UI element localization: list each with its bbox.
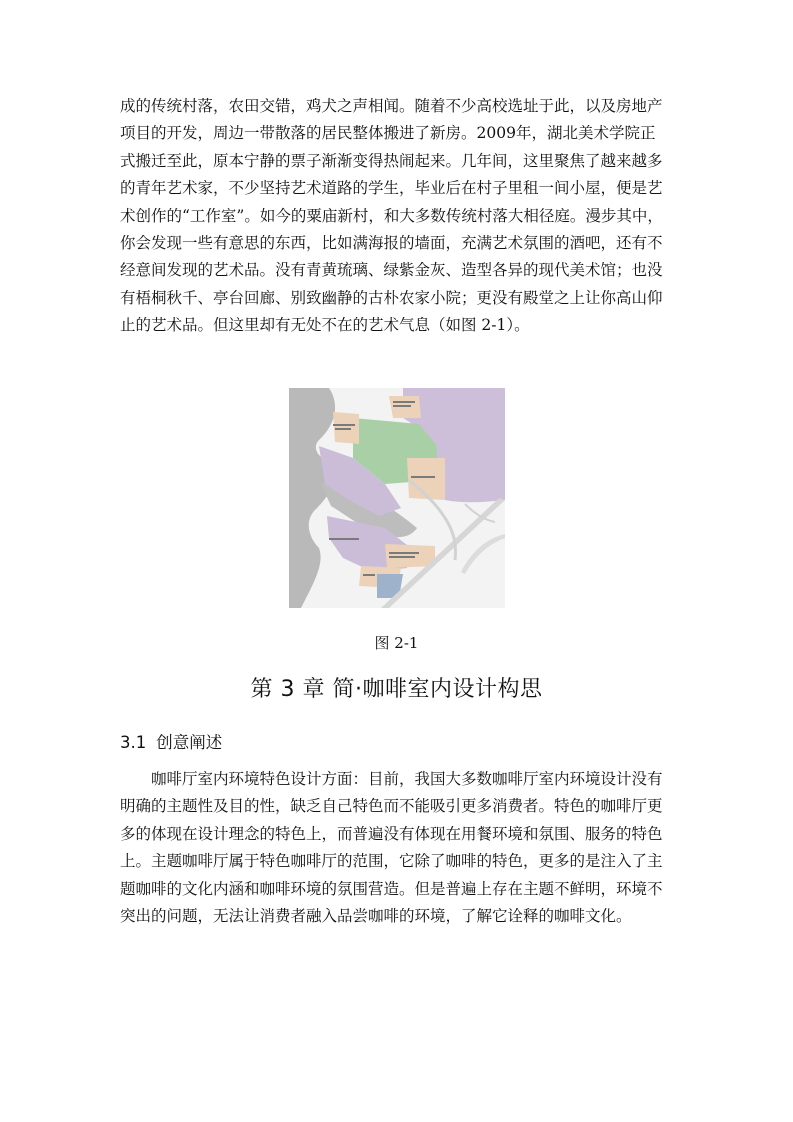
label-mark — [393, 405, 411, 407]
text-line: 项目的开发，周边一带散落的居民整体搬进了新房。2009年，湖北美术学院正 — [120, 124, 656, 143]
text-line: 突出的问题，无法让消费者融入品尝咖啡的环境，了解它诠释的咖啡文化。 — [120, 907, 632, 926]
text-line: 上。主题咖啡厅属于特色咖啡厅的范围，它除了咖啡的特色，更多的是注入了主 — [120, 852, 663, 871]
body-paragraph-2 — [120, 766, 682, 930]
text-line: 多的体现在设计理念的特色上，而普遍没有体现在用餐环境和氛围、服务的特色 — [120, 824, 663, 843]
label-mark — [389, 556, 415, 558]
text-line: 你会发现一些有意思的东西，比如满海报的墙面，充满艺术氛围的酒吧，还有不 — [120, 234, 663, 253]
text-line: 经意间发现的艺术品。没有青黄琉璃、绿紫金灰、造型各异的现代美术馆；也没 — [120, 261, 663, 280]
text-line: 的青年艺术家，不少坚持艺术道路的学生，毕业后在村子里租一间小屋，便是艺 — [120, 179, 663, 198]
text-line: 式搬迁至此，原本宁静的票子渐渐变得热闹起来。几年间，这里聚焦了越来越多 — [120, 151, 663, 170]
chapter-title: 第 3 章 简·咖啡室内设计构思 — [250, 677, 543, 702]
text-line: 止的艺术品。但这里却有无处不在的艺术气息（如图 2-1）。 — [120, 316, 530, 335]
section-number: 3.1 — [120, 733, 147, 752]
text-line: 术创作的“工作室”。如今的粟庙新村，和大多数传统村落大相径庭。漫步其中， — [120, 206, 663, 225]
site-map-figure — [289, 388, 505, 608]
label-mark — [411, 476, 435, 478]
text-line: 咖啡厅室内环境特色设计方面：目前，我国大多数咖啡厅室内环境设计没有 — [151, 770, 663, 788]
label-mark — [363, 574, 375, 576]
label-mark — [393, 401, 415, 403]
section-heading — [120, 729, 222, 753]
site-map-image — [289, 388, 505, 608]
text-line: 有梧桐秋千、亭台回廊、别致幽静的古朴农家小院；更没有殿堂之上让你高山仰 — [120, 288, 663, 307]
figure-caption: 图 2-1 — [374, 634, 419, 652]
label-mark — [389, 552, 419, 554]
text-line: 明确的主题性及目的性，缺乏自己特色而不能吸引更多消费者。特色的咖啡厅更 — [120, 797, 663, 816]
text-line: 题咖啡的文化内涵和咖啡环境的氛围营造。但是普遍上存在主题不鲜明，环境不 — [120, 879, 663, 898]
section-title: 创意阐述 — [156, 733, 223, 752]
label-mark — [329, 538, 359, 540]
text-line: 成的传统村落，农田交错，鸡犬之声相闻。随着不少高校选址于此，以及房地产 — [120, 97, 663, 115]
body-paragraph-1 — [120, 93, 682, 340]
label-mark — [335, 428, 351, 430]
label-mark — [333, 424, 355, 426]
